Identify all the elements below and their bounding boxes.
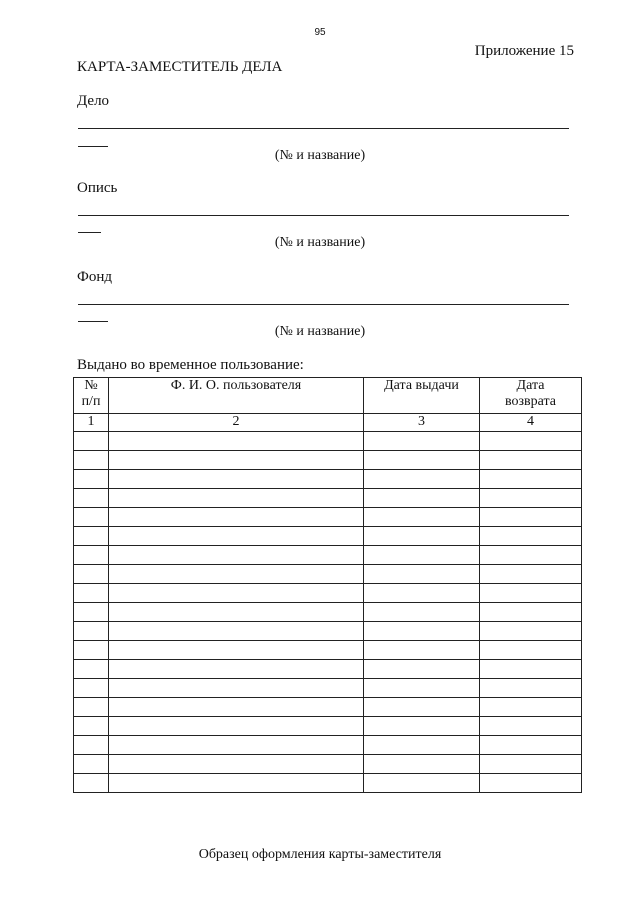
- cell-issue-date: [364, 451, 480, 470]
- sample-caption: Образец оформления карты-заместителя: [198, 847, 442, 862]
- cell-issue-date: [364, 717, 480, 736]
- table-row: [74, 622, 582, 641]
- cell-user-name: [109, 527, 364, 546]
- table-row: [74, 603, 582, 622]
- table-row: [74, 508, 582, 527]
- field-line-inventory-continued: [78, 232, 101, 233]
- cell-return-date: [480, 698, 582, 717]
- table-header-row: [74, 378, 582, 414]
- cell-number: [74, 546, 109, 565]
- cell-number: [74, 698, 109, 717]
- page-number: 95: [314, 27, 326, 38]
- cell-issue-date: [364, 489, 480, 508]
- cell-return-date: [480, 717, 582, 736]
- cell-number: [74, 736, 109, 755]
- cell-user-name: [109, 660, 364, 679]
- cell-issue-date: [364, 565, 480, 584]
- cell-return-date: [480, 774, 582, 793]
- cell-number: [74, 451, 109, 470]
- cell-issue-date: [364, 660, 480, 679]
- field-hint-inventory: (№ и название): [274, 235, 366, 250]
- field-hint-fund: (№ и название): [274, 324, 366, 339]
- cell-number: [74, 660, 109, 679]
- column-number: 4: [480, 414, 582, 432]
- cell-issue-date: [364, 736, 480, 755]
- table-row: [74, 755, 582, 774]
- column-number: 1: [74, 414, 109, 432]
- cell-number: [74, 641, 109, 660]
- cell-number: [74, 679, 109, 698]
- cell-return-date: [480, 565, 582, 584]
- header-return-date: Дата возврата: [480, 378, 582, 414]
- cell-user-name: [109, 489, 364, 508]
- column-number-row: [74, 414, 582, 432]
- table-row: [74, 451, 582, 470]
- cell-issue-date: [364, 470, 480, 489]
- issued-label: Выдано во временное пользование:: [77, 357, 304, 373]
- cell-user-name: [109, 432, 364, 451]
- cell-user-name: [109, 603, 364, 622]
- cell-number: [74, 584, 109, 603]
- document-title: КАРТА-ЗАМЕСТИТЕЛЬ ДЕЛА: [77, 59, 283, 75]
- cell-issue-date: [364, 774, 480, 793]
- cell-return-date: [480, 622, 582, 641]
- cell-user-name: [109, 622, 364, 641]
- usage-table: [73, 377, 582, 793]
- cell-return-date: [480, 508, 582, 527]
- header-issue-date: Дата выдачи: [364, 378, 480, 414]
- cell-number: [74, 755, 109, 774]
- cell-user-name: [109, 717, 364, 736]
- field-line-case: [78, 128, 569, 129]
- cell-issue-date: [364, 546, 480, 565]
- table-row: [74, 774, 582, 793]
- table-row: [74, 641, 582, 660]
- appendix-label: Приложение 15: [474, 43, 574, 59]
- table-row: [74, 527, 582, 546]
- cell-user-name: [109, 508, 364, 527]
- column-number: 3: [364, 414, 480, 432]
- cell-issue-date: [364, 603, 480, 622]
- table-row: [74, 717, 582, 736]
- field-line-inventory: [78, 215, 569, 216]
- cell-issue-date: [364, 641, 480, 660]
- table-row: [74, 565, 582, 584]
- field-line-fund: [78, 304, 569, 305]
- cell-return-date: [480, 755, 582, 774]
- column-number: 2: [109, 414, 364, 432]
- cell-user-name: [109, 584, 364, 603]
- cell-issue-date: [364, 527, 480, 546]
- cell-user-name: [109, 698, 364, 717]
- cell-return-date: [480, 584, 582, 603]
- cell-return-date: [480, 432, 582, 451]
- cell-return-date: [480, 641, 582, 660]
- table-row: [74, 660, 582, 679]
- field-line-fund-continued: [78, 321, 108, 322]
- cell-return-date: [480, 660, 582, 679]
- header-user-name: Ф. И. О. пользователя: [109, 378, 364, 414]
- field-hint-case: (№ и название): [274, 148, 366, 163]
- cell-number: [74, 508, 109, 527]
- cell-number: [74, 489, 109, 508]
- cell-user-name: [109, 774, 364, 793]
- cell-return-date: [480, 527, 582, 546]
- cell-user-name: [109, 736, 364, 755]
- cell-user-name: [109, 641, 364, 660]
- cell-number: [74, 527, 109, 546]
- table-row: [74, 679, 582, 698]
- cell-return-date: [480, 451, 582, 470]
- field-label-case: Дело: [77, 93, 110, 109]
- cell-return-date: [480, 546, 582, 565]
- cell-issue-date: [364, 622, 480, 641]
- cell-return-date: [480, 603, 582, 622]
- cell-return-date: [480, 470, 582, 489]
- table-row: [74, 470, 582, 489]
- table-row: [74, 736, 582, 755]
- cell-issue-date: [364, 679, 480, 698]
- cell-issue-date: [364, 508, 480, 527]
- table-row: [74, 584, 582, 603]
- cell-user-name: [109, 470, 364, 489]
- field-label-inventory: Опись: [77, 180, 118, 196]
- cell-user-name: [109, 679, 364, 698]
- cell-user-name: [109, 451, 364, 470]
- cell-user-name: [109, 546, 364, 565]
- cell-number: [74, 774, 109, 793]
- cell-return-date: [480, 736, 582, 755]
- table-row: [74, 546, 582, 565]
- table-row: [74, 432, 582, 451]
- cell-number: [74, 565, 109, 584]
- cell-issue-date: [364, 755, 480, 774]
- cell-number: [74, 432, 109, 451]
- field-line-case-continued: [78, 146, 108, 147]
- cell-issue-date: [364, 432, 480, 451]
- cell-number: [74, 470, 109, 489]
- cell-return-date: [480, 679, 582, 698]
- cell-number: [74, 603, 109, 622]
- cell-number: [74, 622, 109, 641]
- cell-user-name: [109, 565, 364, 584]
- cell-number: [74, 717, 109, 736]
- cell-return-date: [480, 489, 582, 508]
- cell-issue-date: [364, 584, 480, 603]
- table-row: [74, 698, 582, 717]
- cell-issue-date: [364, 698, 480, 717]
- field-label-fund: Фонд: [77, 269, 113, 285]
- cell-user-name: [109, 755, 364, 774]
- header-number: № п/п: [74, 378, 109, 414]
- table-row: [74, 489, 582, 508]
